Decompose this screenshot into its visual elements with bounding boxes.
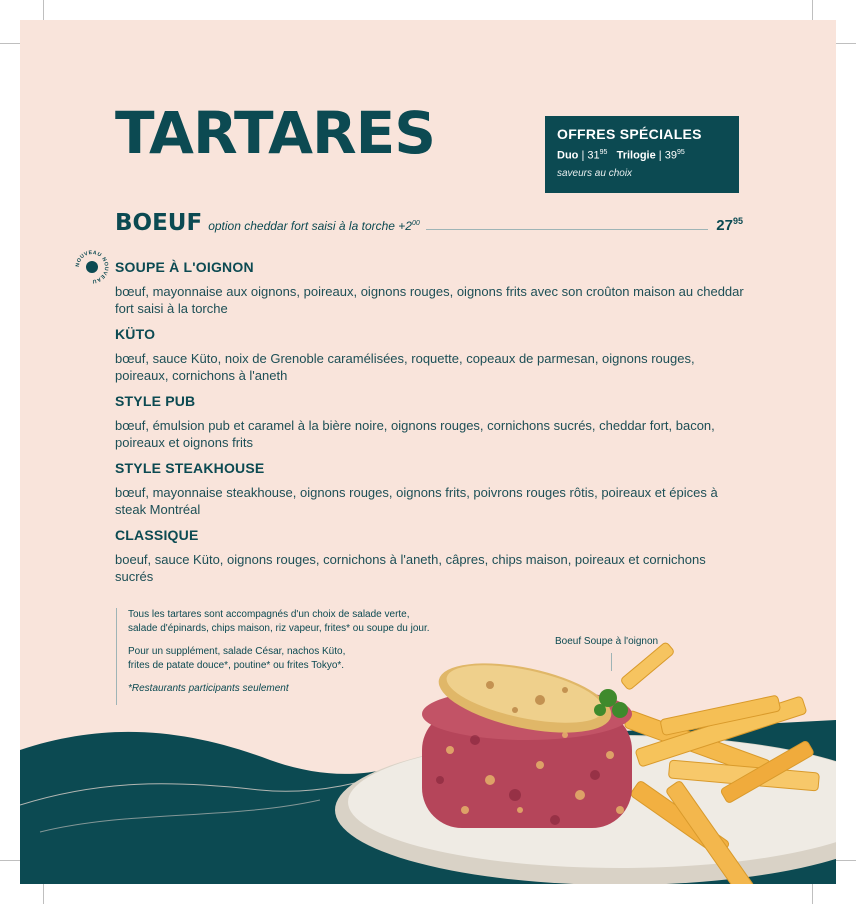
section-header xyxy=(115,210,743,240)
option-cents: 00 xyxy=(411,220,420,227)
special-offers-box xyxy=(545,116,739,193)
section-name: BOEUF xyxy=(115,210,203,236)
photo-caption: Boeuf Soupe à l'oignon xyxy=(555,636,659,647)
menu-item xyxy=(115,460,745,518)
item-description: boeuf, sauce Küto, oignons rouges, cornichons à l'aneth, câpres, chips maison, poireaux et cornichons sucrés xyxy=(115,552,706,584)
footnote-accompaniments: Tous les tartares sont accompagnés d'un choix de salade verte, salade d'épinards, chips maison, riz vapeur, frites* ou soupe du jour. xyxy=(128,609,430,634)
footnote-supplements: Pour un supplément, salade César, nachos Küto, frites de patate douce*, poutine* ou frites Tokyo*. xyxy=(128,646,346,671)
duo-price: 31 xyxy=(587,149,600,162)
badge-dot xyxy=(86,261,98,273)
offers-heading: OFFRES SPÉCIALES xyxy=(557,126,702,142)
section-price: $27^{95}$ xyxy=(716,216,743,234)
badge-text: NOUVEAU NOUVEAU xyxy=(75,250,109,284)
duo-cents: 95 xyxy=(599,149,608,156)
menu-item xyxy=(115,393,745,451)
item-description: bœuf, mayonnaise steakhouse, oignons rouges, oignons frits, poivrons rouges rôtis, poireaux et épices à steak Montréal xyxy=(115,485,718,517)
menu-item xyxy=(115,527,745,585)
menu-item xyxy=(115,326,745,384)
item-description: bœuf, mayonnaise aux oignons, poireaux, oignons rouges, oignons frits avec son croûton maison au cheddar fort saisi à la torche xyxy=(115,284,744,316)
item-name: STYLE STEAKHOUSE xyxy=(115,460,265,476)
trilogie-cents: 95 xyxy=(676,149,685,156)
new-badge-icon xyxy=(75,250,109,284)
menu-page xyxy=(20,20,836,884)
item-name: SOUPE À L'OIGNON xyxy=(115,259,254,275)
section-option: option cheddar fort saisi à la torche $+2^{00}$ xyxy=(208,219,420,233)
trilogie-label: Trilogie xyxy=(616,149,656,162)
price-cents: 95 xyxy=(732,216,743,226)
caption-pointer xyxy=(611,653,612,671)
price-leader-line xyxy=(426,229,709,230)
menu-item xyxy=(115,259,745,317)
item-description: bœuf, sauce Küto, noix de Grenoble caramélisées, roquette, copeaux de parmesan, oignons rouges, poireaux, cornichons à l'aneth xyxy=(115,351,695,383)
item-description: bœuf, émulsion pub et caramel à la bière noire, oignons rouges, cornichons sucrés, cheddar fort, bacon, poireaux et oignons frits xyxy=(115,418,715,450)
footnote-participating: *Restaurants participants seulement xyxy=(128,683,289,694)
item-name: STYLE PUB xyxy=(115,393,196,409)
offers-subtitle: saveurs au choix xyxy=(557,167,633,179)
offers-prices: Duo | $31^{95}$ Trilogie | $39^{95}$ xyxy=(557,149,685,162)
trilogie-price: 39 xyxy=(664,149,677,162)
page-title: TARTARES xyxy=(115,99,436,167)
item-name: CLASSIQUE xyxy=(115,527,199,543)
footnotes xyxy=(116,608,508,705)
duo-label: Duo xyxy=(557,149,579,162)
item-name: KÜTO xyxy=(115,326,156,342)
